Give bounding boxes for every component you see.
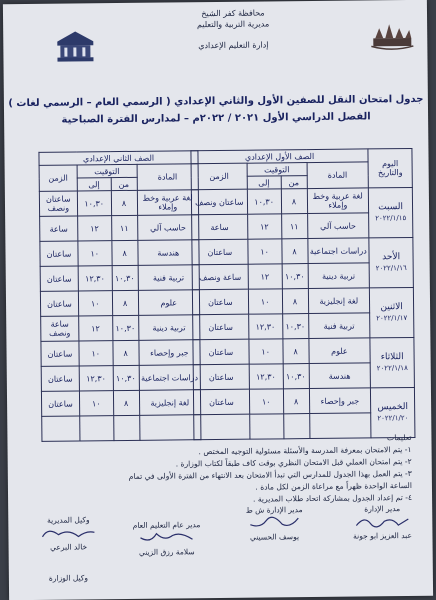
duration-header-2: الزمن (39, 165, 77, 191)
subject-cell: لغة عربية وخط وإملاء (137, 190, 199, 216)
signer-title-1: مدير الإدارة (364, 504, 401, 514)
day-date: ٢٠٢٢/١/١٧ (376, 313, 408, 322)
day-name: الاثنين (380, 301, 403, 312)
subject-cell: دراسات اجتماعية (307, 238, 369, 264)
from-cell: ٨ (113, 390, 139, 415)
duration-cell: ساعتان (193, 389, 249, 415)
from-cell: ١١ (281, 214, 307, 239)
document-sheet (3, 0, 433, 600)
handwritten-signature-icon (38, 524, 98, 541)
duration-cell: ساعة ونصف (192, 264, 248, 290)
from-cell: ١٠,٣٠ (282, 264, 308, 289)
handwritten-signature-icon (137, 529, 197, 546)
to-cell: ١٠ (249, 339, 283, 364)
subject-cell: هندسة (137, 240, 199, 266)
day-cell (368, 187, 412, 237)
table-row (192, 287, 413, 314)
handwritten-signature-icon (244, 514, 304, 531)
table-row (41, 365, 200, 392)
timing-header: التوقيت (247, 163, 307, 177)
duration-cell: ساعتان (41, 391, 79, 416)
day-name: الثلاثاء (380, 351, 404, 362)
table-row (192, 237, 413, 264)
day-name: الأحد (382, 251, 401, 262)
duration-cell: ساعة (192, 214, 248, 240)
signer-name-3: سلامة رزق الزيني (138, 547, 195, 557)
signer-title-5: وكيل الوزارة (48, 573, 88, 583)
day-cell (371, 387, 415, 437)
subject-header-2: المادة (137, 164, 199, 191)
signer-title-4: وكيل المديرية (47, 515, 90, 525)
subject-cell: دراسات اجتماعية (139, 365, 201, 391)
subject-cell: لغة إنجليزية (139, 390, 201, 416)
to-cell: ١٠ (79, 341, 113, 366)
from-cell: ١١ (111, 215, 137, 240)
table-row (41, 340, 200, 367)
signer-title-2: مدير الإدارة ش ط (245, 505, 303, 515)
table-row (40, 240, 199, 267)
from-cell: ٨ (282, 339, 308, 364)
signer-title-3: مدير عام التعليم العام (132, 520, 201, 530)
duration-cell: ساعتان (193, 339, 249, 365)
to-cell: ١٠ (248, 289, 282, 314)
governorate-name: محافظة كفر الشيخ (201, 8, 265, 19)
title-line-1: جدول امتحان النقل للصفين الأول والثاني الإعدادي ( الرسمي العام – الرسمي لغات ) (8, 93, 424, 110)
table-row (40, 215, 199, 242)
subject-cell: حاسب آلي (137, 215, 199, 241)
signer-name-1: عبد العزيز ابو جونة (353, 530, 412, 541)
duration-cell: ساعتان (192, 289, 248, 315)
table-row (40, 265, 199, 292)
second-grade-header: الصف الثاني الإعدادي (39, 151, 198, 166)
from-cell: ١٠,٣٠ (283, 364, 309, 389)
day-date-header: اليوم والتاريخ (368, 148, 412, 187)
duration-cell: ساعتان (193, 314, 249, 340)
day-date: ٢٠٢٢/١/١٥ (375, 213, 407, 222)
duration-cell: ساعتان (41, 341, 79, 366)
subject-header: المادة (307, 162, 369, 189)
table-row (191, 187, 412, 214)
signature-block-4 (38, 515, 98, 552)
to-cell: ١٠ (79, 391, 113, 416)
duration-cell: ساعتان (192, 239, 248, 265)
instructions-heading: تعليمات (386, 432, 412, 443)
from-cell: ١٠,٣٠ (282, 314, 308, 339)
duration-header: الزمن (191, 163, 247, 190)
day-date: ٢٠٢٢/١/١٦ (375, 263, 407, 272)
duration-cell: ساعتان ونصف (39, 191, 77, 216)
duration-cell: ساعتان (193, 364, 249, 390)
first-grade-header: الصف الأول الإعدادي (191, 149, 368, 164)
to-cell: ١٢ (248, 264, 282, 289)
ministry-logo-icon (55, 29, 95, 63)
duration-cell: ساعة (40, 216, 78, 241)
day-name: السبت (378, 201, 404, 212)
subject-cell: علوم (308, 338, 370, 364)
instruction-3-cont: الساعة الواحدة ظهراً مع مراعاة الزمن لكل مادة . (255, 480, 413, 492)
from-cell: ١٠,٣٠ (113, 365, 139, 390)
day-cell (370, 287, 414, 337)
from-cell: ٨ (281, 239, 307, 264)
subject-cell: جبر وإحصاء (138, 340, 200, 366)
table-row (193, 337, 414, 364)
from-header-2: من (111, 177, 137, 190)
to-cell: ١٠,٣٠ (247, 189, 281, 214)
signature-block-1 (352, 504, 412, 541)
subject-cell: تربية فنية (308, 313, 370, 339)
directorate-emblem-icon (369, 20, 415, 50)
to-cell: ١٠ (249, 389, 283, 414)
to-cell: ١٢ (78, 316, 112, 341)
table-row (193, 387, 414, 414)
subject-cell: حاسب آلي (307, 213, 369, 239)
from-cell: ١٠,٣٠ (112, 315, 138, 340)
table-row (41, 390, 200, 417)
first-grade-schedule-table (190, 148, 415, 440)
signature-block-3 (133, 520, 201, 557)
subject-cell: جبر وإحصاء (309, 388, 371, 414)
from-header: من (281, 176, 307, 189)
to-cell: ١٢,٣٠ (79, 366, 113, 391)
duration-cell: ساعتان ونصف (191, 189, 247, 215)
to-header: إلى (247, 176, 281, 189)
subject-cell: هندسة (309, 363, 371, 389)
signer-name-4: خالد البرعي (50, 542, 88, 552)
second-grade-schedule-table (38, 150, 201, 442)
handwritten-signature-icon (352, 513, 412, 530)
day-cell (370, 337, 414, 387)
duration-cell: ساعتان (41, 366, 79, 391)
subject-cell: لغة عربية وخط وإملاء (307, 188, 369, 214)
to-cell: ١٠ (248, 239, 282, 264)
day-date: ٢٠٢٢/١/٢٠ (377, 413, 409, 422)
from-cell: ١٠,٣٠ (112, 265, 138, 290)
table-row (39, 190, 198, 217)
to-cell: ١٠,٣٠ (77, 191, 111, 216)
from-cell: ٨ (282, 289, 308, 314)
to-cell: ١٢,٣٠ (249, 364, 283, 389)
instruction-4: ٤- تم إعداد الجدول بمشاركة اتحاد طلاب المديرية . (252, 492, 413, 504)
to-header-2: إلى (77, 178, 111, 191)
table-row (41, 315, 200, 342)
duration-cell: ساعة ونصف (41, 316, 79, 341)
signer-name-2: يوسف الحسيني (249, 532, 300, 542)
subject-cell: علوم (138, 290, 200, 316)
day-name: الخميس (377, 401, 408, 412)
duration-cell: ساعتان (40, 291, 78, 316)
from-cell: ٨ (111, 240, 137, 265)
from-cell: ٨ (281, 189, 307, 214)
duration-cell: ساعتان (40, 266, 78, 291)
to-cell: ١٢ (77, 216, 111, 241)
from-cell: ٨ (112, 290, 138, 315)
second-grade-rows (39, 190, 201, 442)
instructions (21, 432, 412, 508)
subject-cell: تربية دينية (308, 263, 370, 289)
to-cell: ١٠ (78, 241, 112, 266)
signature-block-2 (244, 505, 304, 542)
day-date: ٢٠٢٢/١/١٨ (376, 363, 408, 372)
from-cell: ٨ (113, 340, 139, 365)
signatures (18, 504, 417, 598)
to-cell: ١٢,٣٠ (248, 314, 282, 339)
first-grade-rows (191, 187, 415, 439)
directorate-name: مديرية التربية والتعليم (196, 19, 270, 30)
table-row (40, 290, 199, 317)
to-cell: ١٠ (78, 291, 112, 316)
instruction-2: ٢- يتم امتحان العملي قبل الامتحان النظري بوقت كاف طبقاً لكتاب الوزارة . (175, 456, 412, 469)
from-cell: ٨ (283, 389, 309, 414)
subject-cell: تربية فنية (138, 265, 200, 291)
instruction-1: ١- يتم الامتحان بمعرفة المدرسة والأسئلة مسئولية التوجيه المختص . (198, 444, 412, 457)
title-line-2: الفصل الدراسي الأول ٢٠٢١ / ٢٠٢٢م – لمدارس الفترة الصباحية (61, 111, 371, 126)
instruction-3: ٣- يتم العمل بهذا الجدول للمدارس التي تبدأ الامتحان بعد الانتهاء من الفترة الأولى في تمام (128, 468, 412, 481)
from-cell: ٨ (111, 190, 137, 215)
department-name: إدارة التعليم الإعدادي (198, 40, 269, 51)
subject-cell: تربية دينية (138, 315, 200, 341)
day-cell (369, 237, 413, 287)
timing-header-2: التوقيت (77, 164, 137, 178)
signature-block-5 (49, 573, 88, 582)
duration-cell: ساعتان (40, 241, 78, 266)
subject-cell: لغة إنجليزية (308, 288, 370, 314)
schedule-title (4, 92, 428, 128)
to-cell: ١٢ (247, 214, 281, 239)
to-cell: ١٢,٣٠ (78, 266, 112, 291)
letterhead (3, 4, 428, 68)
